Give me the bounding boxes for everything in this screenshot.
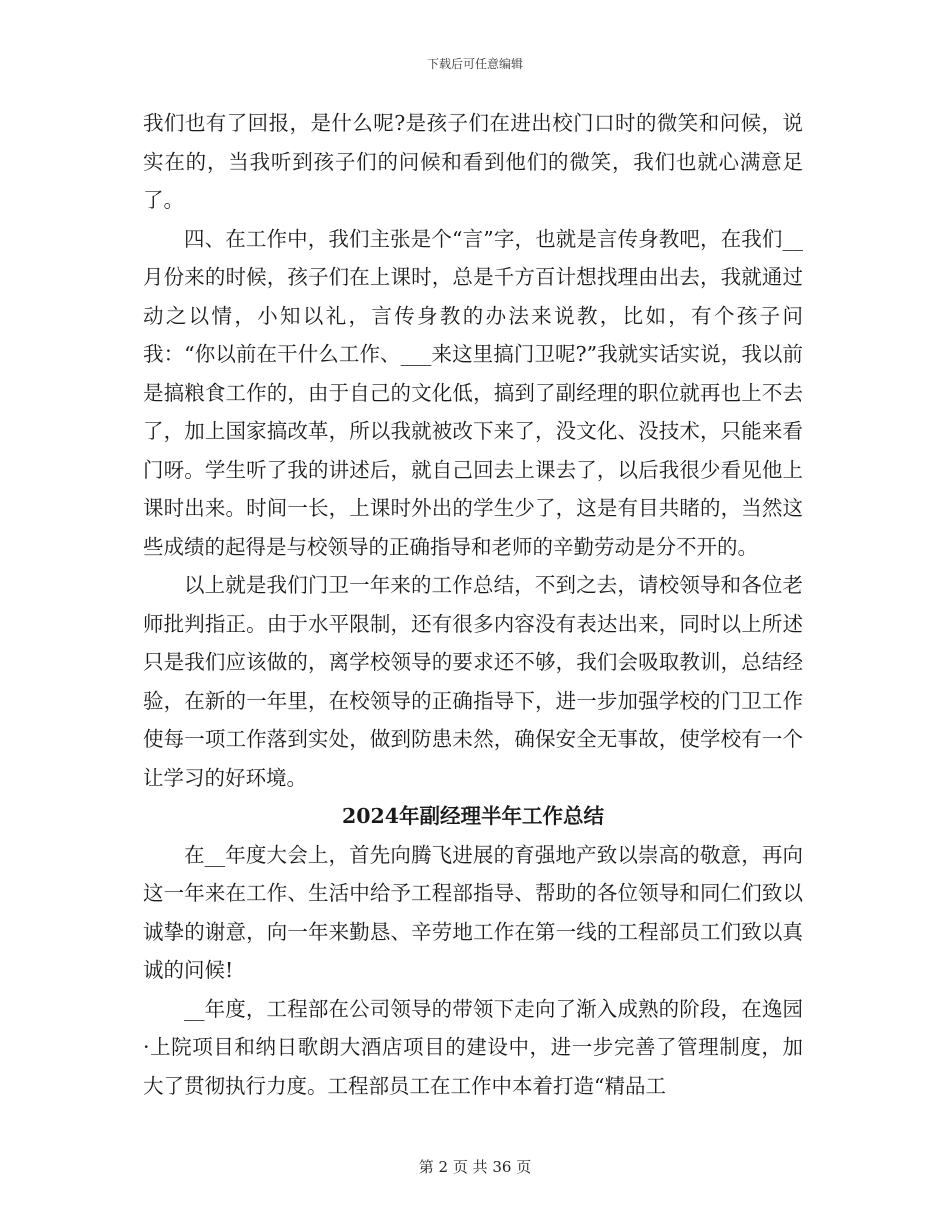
paragraph-greeting: 在__年度大会上，首先向腾飞进展的育强地产致以崇高的敬意，再向这一年来在工作、生活中给予工程部指导、帮助的各位领导和同仁们致以诚挚的谢意，向一年来勤恳、辛劳地工作在第一线的工程部员工们致以真诚的问候! (143, 842, 803, 982)
paragraph-conclusion: 以上就是我们门卫一年来的工作总结，不到之去，请校领导和各位老师批判指正。由于水平限制，还有很多内容没有表达出来，同时以上所述只是我们应该做的，离学校领导的要求还不够，我们会吸取教训，总结经验，在新的一年里，在校领导的正确指导下，进一步加强学校的门卫工作使每一项工作落到实处，做到防患未然，确保安全无事故，使学校有一个让学习的好环境。 (143, 573, 803, 790)
document-body (143, 104, 803, 1105)
paragraph-continuation: 我们也有了回报，是什么呢?是孩子们在进出校门口时的微笑和问候，说实在的，当我听到孩子们的问候和看到他们的微笑，我们也就心满意足了。 (143, 111, 803, 212)
page-footer: 第 2 页 共 36 页 (418, 1158, 532, 1176)
section-title: 2024年副经理半年工作总结 (341, 804, 605, 828)
page-header: 下载后可任意编辑 (426, 57, 523, 71)
paragraph-annual-review: __年度，工程部在公司领导的带领下走向了渐入成熟的阶段，在逸园·上院项目和纳日歌朗大酒店项目的建设中，进一步完善了管理制度，加大了贯彻执行力度。工程部员工在工作中本着打造“精品工 (143, 996, 803, 1098)
paragraph-section-four: 四、在工作中，我们主张是个“言”字，也就是言传身教吧，在我们__月份来的时候，孩子们在上课时，总是千方百计想找理由出去，我就通过动之以情，小知以礼，言传身教的办法来说教，比如，有个孩子问我：“你以前在干什么工作、___来这里搞门卫呢?”我就实话实说，我以前是搞粮食工作的，由于自己的文化低，搞到了副经理的职位就再也上不去了，加上国家搞改革，所以我就被改下来了，没文化、没技术，只能来看门呀。学生听了我的讲述后，就自己回去上课去了，以后我很少看见他上课时出来。时间一长，上课时外出的学生少了，这是有目共睹的，当然这些成绩的起得是与校领导的正确指导和老师的辛勤劳动是分不开的。 (143, 226, 803, 559)
